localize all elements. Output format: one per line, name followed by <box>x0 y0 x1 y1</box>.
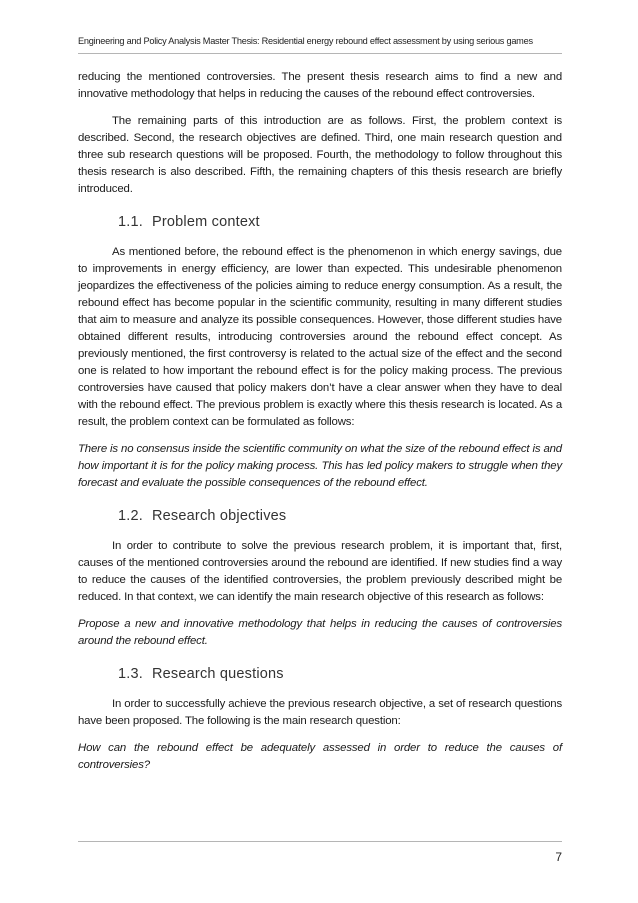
section-heading-research-objectives <box>118 506 562 526</box>
section-number: 1.3. <box>118 666 143 682</box>
research-questions-paragraph: In order to successfully achieve the previous research objective, a set of research questions have been proposed. The following is the main research question: <box>78 698 562 727</box>
section-heading-problem-context <box>118 212 562 232</box>
section-number: 1.1. <box>118 214 143 230</box>
section-number: 1.2. <box>118 508 143 524</box>
page-number: 7 <box>555 850 562 864</box>
section-title: Research questions <box>152 666 284 682</box>
research-objective-statement: Propose a new and innovative methodology that helps in reducing the causes of controversies around the rebound effect. <box>78 618 562 647</box>
intro-outline-paragraph: The remaining parts of this introduction are as follows. First, the problem context is described. Second, the research objectives are defined. Third, one main research question and three sub research questions will be proposed. Fourth, the methodology to follow throughout this thesis research is also described. Fifth, the remaining chapters of this thesis research are briefly introduced. <box>78 115 562 195</box>
problem-statement: There is no consensus inside the scientific community on what the size of the rebound effect is and how important it is for the policy making process. This has led policy makers to struggle when they forecast and evaluate the possible consequences of the rebound effect. <box>78 443 562 489</box>
footer-divider <box>78 841 562 842</box>
problem-context-paragraph: As mentioned before, the rebound effect is the phenomenon in which energy savings, due to improvements in energy efficiency, are lower than expected. This undesirable phenomenon jeopardizes the effectiveness of the policies aiming to reduce energy consumption. As a result, the rebound effect has become popular in the scientific community, resulting in many different studies that aim to measure and analyze its possible consequences. However, those different studies have obtained different results, introducing controversies around the rebound effect concept. As previously mentioned, the first controversy is related to the actual size of the effect and the second one is related to how important the rebound effect is for the policy making process. The previous controversies have caused that policy makers don’t have a clear answer when they have to deal with the rebound effect. The previous problem is exactly where this thesis research is located. As a result, the problem context can be formulated as follows: <box>78 246 562 428</box>
page-body <box>78 69 562 784</box>
research-objectives-paragraph: In order to contribute to solve the previous research problem, it is important that, first, causes of the mentioned controversies around the rebound are identified. If new studies find a way to reduce the causes of the identified controversies, the problem previously described might be reduced. In that context, we can identify the main research objective of this research as follows: <box>78 540 562 603</box>
header-divider <box>78 53 562 54</box>
section-title: Research objectives <box>152 508 287 524</box>
running-header: Engineering and Policy Analysis Master Thesis: Residential energy rebound effect assessment by using serious games <box>78 36 533 46</box>
section-title: Problem context <box>152 214 260 230</box>
main-research-question: How can the rebound effect be adequately assessed in order to reduce the causes of controversies? <box>78 742 562 771</box>
intro-continuation-paragraph: reducing the mentioned controversies. The present thesis research aims to find a new and innovative methodology that helps in reducing the causes of the rebound effect controversies. <box>78 71 562 100</box>
section-heading-research-questions <box>118 664 562 684</box>
